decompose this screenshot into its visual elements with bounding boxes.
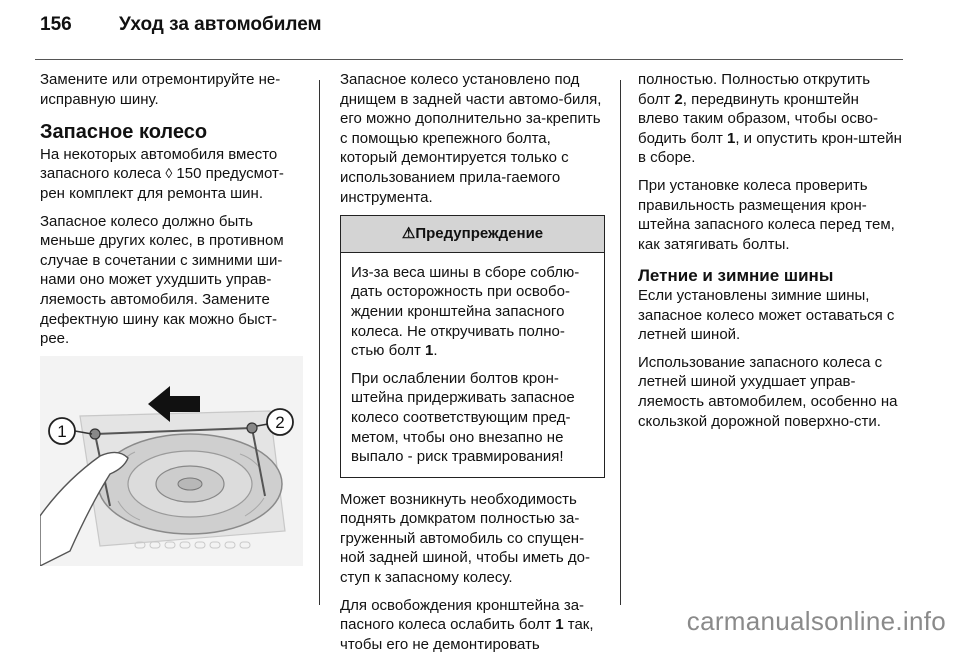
- page-header: [40, 14, 322, 48]
- section-heading-spare-wheel: Запасное колесо: [40, 121, 208, 144]
- section-heading-tires: Летние и зимние шины: [638, 266, 834, 286]
- page-title: Уход за автомобилем: [119, 14, 322, 35]
- paragraph: При установке колеса проверить правильность размещения крон-штейна запасного колеса перед тем, как затягивать болты.: [638, 176, 895, 253]
- bolt-2: [247, 423, 257, 433]
- column-3: [638, 70, 903, 439]
- column-1: [40, 70, 305, 357]
- warning-box: [340, 215, 605, 478]
- watermark: carmanualsonline.info: [686, 606, 946, 636]
- callout-1: 1: [57, 422, 67, 441]
- paragraph: Запасное колесо установлено под днищем в задней части автомо-биля, его можно дополнительно за-крепить с помощью крепежного болта, который демонтируется только с использованием прила-гаемого инструмента.: [340, 71, 602, 206]
- paragraph: На некоторых автомобиля вместо запасного колеса ◊ 150 предусмот-рен комплект для ремонта шин.: [40, 145, 284, 202]
- column-2: [340, 70, 605, 662]
- intro-paragraph: Замените или отремонтируйте не-исправную шину.: [40, 71, 281, 108]
- illustration-svg: [40, 356, 303, 566]
- page-number: 156: [40, 14, 72, 35]
- warning-title: Предупреждение: [415, 225, 544, 243]
- cross-reference-icon: ◊: [165, 165, 173, 182]
- spare-wheel-illustration: [40, 356, 303, 566]
- spare-wheel: [98, 434, 282, 534]
- warning-paragraph: Из-за веса шины в сборе соблю-дать осторожность при освобо-ждении кронштейна запасного колеса. Не откручивать полно-стью болт 1.: [351, 263, 580, 360]
- callout-2: 2: [275, 413, 285, 432]
- warning-paragraph: При ослаблении болтов крон-штейна придерживать запасное колесо соответствующим пред-метом, чтобы оно внезапно не выпало - риск травмирования!: [351, 369, 575, 466]
- paragraph: Запасное колесо должно быть меньше других колес, в противном случае в сочетании с зимними ши-нами оно может ухудшить управ-ляемость автомобиля. Замените дефектную шину как можно быст-рее.: [40, 212, 284, 348]
- column-divider-1: [319, 80, 320, 605]
- paragraph: Если установлены зимние шины, запасное колесо может оставаться с летней шиной.: [638, 286, 895, 344]
- paragraph: Использование запасного колеса с летней шиной ухудшает управ-ляемость автомобилем, особенно на скользкой дорожной поверхно-сти.: [638, 353, 898, 430]
- paragraph: полностью. Полностью открутить болт 2, передвинуть кронштейн влево таким образом, чтобы осво-бодить болт 1, и опустить крон-штейн в сборе.: [638, 71, 902, 167]
- warning-icon: ⚠: [401, 225, 416, 243]
- column-divider-2: [620, 80, 621, 605]
- warning-body: [341, 253, 604, 477]
- paragraph: Может возникнуть необходимость поднять домкратом полностью за-груженный автомобиль со спущен-ной задней шиной, чтобы иметь до-ступ к запасному колесу.: [340, 490, 590, 587]
- warning-header: [341, 216, 604, 253]
- header-rule: [35, 59, 903, 60]
- paragraph: Для освобождения кронштейна за-пасного колеса ослабить болт 1 так, чтобы его не демонтировать: [340, 596, 594, 653]
